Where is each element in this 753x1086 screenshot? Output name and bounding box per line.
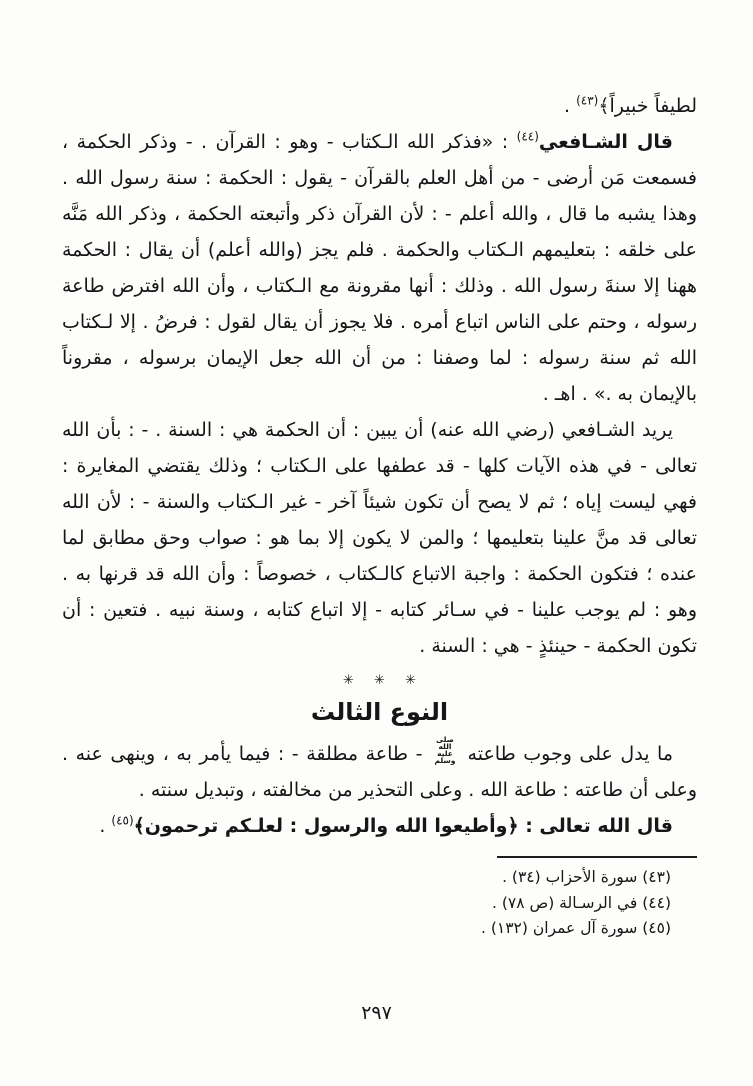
explanation-body: يريد الشـافعي (رضي الله عنه) أن يبين : أن الحكمة هي : السنة . - : بأن الله تعالى - في هذه الآيات كلها - قد عطفها على الـكتاب ؛ وذلك يقتضي المغايرة : فهي ليست إياه ؛ ثم لا يصح أن تكون شيئاً آخر - غير الـكتاب والسنة - : لأن الله تعالى قد منَّ علينا بتعليمها ؛ والمن لا يكون إلا بما هو : صواب وحق مطابق لما عنده ؛ فتكون الحكمة : واجبة الاتباع كالـكتاب ، خصوصاً : وأن الله قد قرنها به . وهو : لم يوجب علينا - في سـائر كتابه - إلا اتباع كتابه ، وسنة نبيه . فتعين : أن تكون الحكمة - حينئذٍ - هي : السنة . — [62, 419, 697, 657]
shafii-quote-body: : «فذكر الله الـكتاب - وهو : القرآن . - وذكر الحكمة ، فسمعت مَن أرضى - من أهل العلم بالقرآن - يقول : الحكمة : سنة رسول الله . وهذا يشبه ما قال ، والله أعلم - : لأن القرآن ذكر وأتبعته الحكمة ، وذكر الله مَنَّه على خلقه : بتعليمهم الـكتاب والحكمة . فلم يجز (والله أعلم) أن يقال : الحكمة ههنا إلا سنةَ رسول الله . وذلك : أنها مقرونة مع الـكتاب ، وأن الله افترض طاعة رسوله ، وحتم على الناس اتباع أمره . فلا يجوز أن يقال لقول : فرضُ . إلا لـكتاب الله ثم سنة رسوله : لما وصفنا : من أن الله جعل الإيمان برسوله ، مقروناً بالإيمان به .» . اهـ . — [62, 131, 697, 405]
paragraph-shafii-quote — [62, 124, 697, 412]
section-intro-start: ما يدل على وجوب طاعته — [459, 743, 674, 765]
paragraph-quran-quote-end — [62, 88, 697, 124]
period: . — [99, 815, 112, 837]
speaker-name-shafii: قال الشـافعي — [538, 131, 673, 153]
footnote-45: (٤٥) سورة آل عمران (١٣٢) . — [480, 919, 671, 937]
section-heading: النوع الثالث — [310, 698, 449, 726]
page-number: ٢٩٧ — [361, 1002, 392, 1024]
section-divider-ornament: ✳ ✳ ✳ — [343, 673, 416, 688]
main-text-block — [62, 88, 697, 844]
footnote-divider — [497, 856, 697, 858]
section-intro-rest: - طاعة مطلقة - : فيما يأمر به ، وينهى عنه . وعلى أن طاعته : طاعة الله . وعلى التحذير من مخالفته ، وتبديل سنته . — [62, 743, 697, 801]
quran-quote-tail: لطيفاً خبيراً﴾ — [598, 95, 697, 117]
footnote-43: (٤٣) سورة الأحزاب (٣٤) . — [502, 868, 671, 886]
footnote-ref-43: (٤٣) — [576, 93, 599, 108]
footnote-44: (٤٤) في الرسـالة (ص ٧٨) . — [491, 893, 671, 912]
paragraph-explanation — [62, 412, 697, 664]
period: . — [563, 95, 577, 117]
footnote-ref-45: (٤٥) — [111, 813, 134, 828]
verse-lead: قال الله تعالى : — [518, 815, 673, 837]
paragraph-verse — [62, 808, 697, 844]
footnotes-block — [417, 856, 697, 942]
saw-symbol: صلى الله عليه وسلم — [434, 735, 456, 765]
quran-verse: ﴿وأطيعوا الله والرسول : لعلـكم ترحمون﴾ — [133, 815, 519, 837]
footnote-ref-44: (٤٤) — [516, 129, 539, 144]
paragraph-section-intro — [62, 736, 697, 808]
